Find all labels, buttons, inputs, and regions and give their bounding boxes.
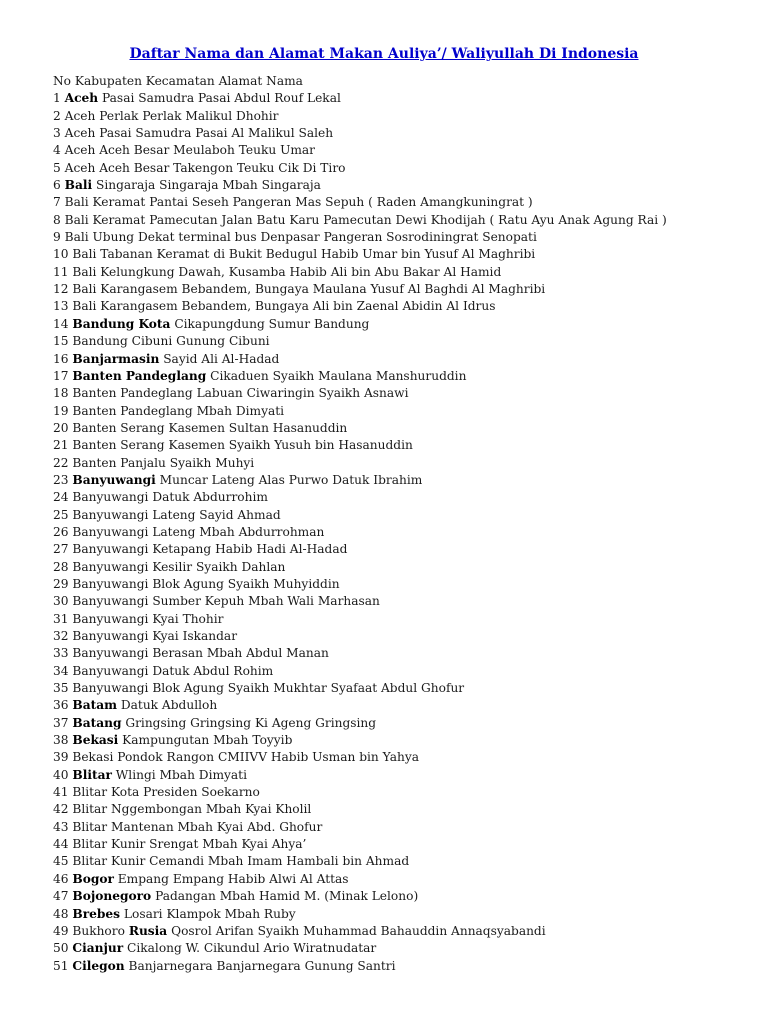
row-number: 43 <box>53 819 69 834</box>
row-details: Banyuwangi Blok Agung Syaikh Muhyiddin <box>72 576 340 591</box>
row-number: 12 <box>53 282 69 297</box>
list-item <box>53 628 753 645</box>
row-number: 22 <box>53 455 69 470</box>
row-number: 46 <box>53 871 69 886</box>
row-details: Muncar Lateng Alas Purwo Datuk Ibrahim <box>159 472 423 487</box>
row-number: 24 <box>53 490 69 505</box>
list-item <box>53 455 753 472</box>
row-number: 8 <box>53 212 61 227</box>
row-number: 32 <box>53 629 69 643</box>
list-item <box>53 593 753 610</box>
list-item <box>53 576 753 593</box>
list-item <box>53 108 753 125</box>
row-details: Blitar Kota Presiden Soekarno <box>72 785 260 800</box>
row-details: Aceh Aceh Besar Meulaboh Teuku Umar <box>64 143 315 158</box>
row-number: 26 <box>53 524 69 539</box>
list-item <box>53 663 753 680</box>
row-number: 11 <box>53 264 69 279</box>
row-number: 15 <box>53 334 69 349</box>
list-item <box>53 888 753 905</box>
row-details: Padangan Mbah Hamid M. (Minak Lelono) <box>155 889 419 904</box>
row-number: 23 <box>53 472 69 487</box>
row-details: Banyuwangi Datuk Abdul Rohim <box>72 663 274 678</box>
row-number: 6 <box>53 178 61 193</box>
document-body <box>53 73 753 975</box>
row-details: Bali Tabanan Keramat di Bukit Bedugul Habib Umar bin Yusuf Al Maghribi <box>72 247 536 262</box>
row-number: 28 <box>53 559 69 574</box>
row-number: 14 <box>53 316 69 331</box>
list-item <box>53 194 753 211</box>
list-item <box>53 298 753 315</box>
list-item <box>53 940 753 957</box>
row-number: 30 <box>53 594 69 609</box>
row-region: Bogor <box>72 871 114 886</box>
rows-list <box>53 90 753 975</box>
row-number: 48 <box>53 906 69 921</box>
row-details: Datuk Abdulloh <box>120 698 218 713</box>
list-item <box>53 645 753 662</box>
row-details: Bali Keramat Pamecutan Jalan Batu Karu Pamecutan Dewi Khodijah ( Ratu Ayu Anak Agung Rai ) <box>64 212 667 227</box>
row-details: Banten Serang Kasemen Syaikh Yusuh bin Hasanuddin <box>72 438 413 453</box>
list-item <box>53 697 753 714</box>
row-number: 37 <box>53 715 69 730</box>
row-details: Banten Pandeglang Labuan Ciwaringin Syaikh Asnawi <box>72 386 409 401</box>
row-details: Banyuwangi Kyai Thohir <box>72 611 224 626</box>
row-details: Bali Kelungkung Dawah, Kusamba Habib Ali bin Abu Bakar Al Hamid <box>72 264 502 279</box>
row-region: Cilegon <box>72 958 125 973</box>
header-row: No Kabupaten Kecamatan Alamat Nama <box>53 74 303 88</box>
row-number: 17 <box>53 368 69 383</box>
row-number: 41 <box>53 785 69 800</box>
list-item <box>53 264 753 281</box>
row-number: 9 <box>53 230 61 245</box>
row-details: Cikaduen Syaikh Maulana Manshuruddin <box>210 368 467 383</box>
list-item <box>53 333 753 350</box>
row-details: Cikapungdung Sumur Bandung <box>174 316 370 331</box>
list-item <box>53 437 753 454</box>
row-number: 47 <box>53 889 69 904</box>
row-region-secondary: Rusia <box>128 923 168 938</box>
list-item <box>53 853 753 870</box>
row-details: Bekasi Pondok Rangon CMIIVV Habib Usman bin Yahya <box>72 750 420 765</box>
row-number: 3 <box>53 126 61 141</box>
list-item <box>53 212 753 229</box>
row-details: Bali Karangasem Bebandem, Bungaya Ali bin Zaenal Abidin Al Idrus <box>72 299 496 314</box>
row-details: Pasai Samudra Pasai Abdul Rouf Lekal <box>102 91 341 106</box>
row-details: Banyuwangi Blok Agung Syaikh Mukhtar Syafaat Abdul Ghofur <box>72 681 465 696</box>
row-details: Aceh Pasai Samudra Pasai Al Malikul Saleh <box>64 126 334 141</box>
row-number: 31 <box>53 611 69 626</box>
row-region: Batam <box>72 698 118 713</box>
row-region: Bekasi <box>72 733 119 748</box>
row-region: Batang <box>72 715 122 730</box>
list-item <box>53 246 753 263</box>
row-number: 7 <box>53 195 61 210</box>
list-item <box>53 351 753 368</box>
list-item <box>53 90 753 107</box>
list-item <box>53 801 753 818</box>
row-number: 21 <box>53 438 69 453</box>
row-number: 16 <box>53 351 69 366</box>
list-item <box>53 489 753 506</box>
row-number: 40 <box>53 767 69 782</box>
row-region: Brebes <box>72 906 121 921</box>
row-region: Banten Pandeglang <box>72 368 207 383</box>
list-item <box>53 923 753 940</box>
row-details: Bali Ubung Dekat terminal bus Denpasar Pangeran Sosrodiningrat Senopati <box>64 230 537 245</box>
row-number: 25 <box>53 507 69 522</box>
row-region: Bandung Kota <box>72 316 171 331</box>
row-number: 33 <box>53 646 69 661</box>
row-details: Bandung Cibuni Gunung Cibuni <box>72 334 270 349</box>
row-number: 42 <box>53 802 69 817</box>
list-item <box>53 281 753 298</box>
row-details: Banten Panjalu Syaikh Muhyi <box>72 455 255 470</box>
row-number: 34 <box>53 663 69 678</box>
row-details: Banyuwangi Lateng Mbah Abdurrohman <box>72 524 325 539</box>
row-region: Bojonegoro <box>72 889 152 904</box>
list-item <box>53 368 753 385</box>
list-item <box>53 871 753 888</box>
row-details: Aceh Perlak Perlak Malikul Dhohir <box>64 108 279 123</box>
row-details: Banten Serang Kasemen Sultan Hasanuddin <box>72 420 348 435</box>
row-details: Wlingi Mbah Dimyati <box>115 767 247 782</box>
list-item <box>53 403 753 420</box>
list-item <box>53 541 753 558</box>
list-item <box>53 177 753 194</box>
row-number: 44 <box>53 837 69 852</box>
row-number: 5 <box>53 160 61 175</box>
row-number: 45 <box>53 854 69 869</box>
row-details: Banyuwangi Sumber Kepuh Mbah Wali Marhasan <box>72 594 380 609</box>
row-details: Banyuwangi Ketapang Habib Hadi Al-Hadad <box>72 542 348 557</box>
list-item <box>53 958 753 975</box>
row-details: Banyuwangi Berasan Mbah Abdul Manan <box>72 646 329 661</box>
row-region: Cianjur <box>72 941 124 956</box>
list-item <box>53 142 753 159</box>
row-details: Losari Klampok Mbah Ruby <box>123 906 296 921</box>
document-title[interactable]: Daftar Nama dan Alamat Makan Auliya’/ Waliyullah Di Indonesia <box>129 46 639 62</box>
row-number: 13 <box>53 299 69 314</box>
row-region: Banyuwangi <box>72 472 156 487</box>
list-item <box>53 524 753 541</box>
row-details: Banyuwangi Kesilir Syaikh Dahlan <box>72 559 286 574</box>
row-details: Bali Karangasem Bebandem, Bungaya Maulana Yusuf Al Baghdi Al Maghribi <box>72 282 546 297</box>
row-number: 19 <box>53 403 69 418</box>
list-item <box>53 611 753 628</box>
row-details: Bukhoro <box>72 923 125 938</box>
row-details: Banyuwangi Kyai Iskandar <box>72 629 238 643</box>
row-details: Blitar Mantenan Mbah Kyai Abd. Ghofur <box>72 819 323 834</box>
list-item <box>53 559 753 576</box>
list-item <box>53 732 753 749</box>
row-details: Blitar Kunir Srengat Mbah Kyai Ahya’ <box>72 837 307 852</box>
row-number: 49 <box>53 923 69 938</box>
list-item <box>53 160 753 177</box>
list-item <box>53 836 753 853</box>
row-details: Bali Keramat Pantai Seseh Pangeran Mas Sepuh ( Raden Amangkuningrat ) <box>64 195 533 210</box>
row-details: Banjarnegara Banjarnegara Gunung Santri <box>128 958 396 973</box>
row-region: Banjarmasin <box>72 351 160 366</box>
row-number: 4 <box>53 143 61 158</box>
row-number: 10 <box>53 247 69 262</box>
row-details: Banyuwangi Lateng Sayid Ahmad <box>72 507 281 522</box>
row-details: Singaraja Singaraja Mbah Singaraja <box>95 178 321 193</box>
list-item <box>53 385 753 402</box>
row-region: Blitar <box>72 767 112 782</box>
list-item <box>53 680 753 697</box>
row-number: 39 <box>53 750 69 765</box>
list-item <box>53 819 753 836</box>
row-number: 20 <box>53 420 69 435</box>
row-details: Gringsing Gringsing Ki Ageng Gringsing <box>125 715 377 730</box>
list-item <box>53 749 753 766</box>
row-details: Banten Pandeglang Mbah Dimyati <box>72 403 285 418</box>
row-number: 35 <box>53 681 69 696</box>
row-number: 2 <box>53 108 61 123</box>
list-item <box>53 906 753 923</box>
row-number: 29 <box>53 576 69 591</box>
row-details: Kampungutan Mbah Toyyib <box>122 733 293 748</box>
row-details: Banyuwangi Datuk Abdurrohim <box>72 490 268 505</box>
list-item <box>53 507 753 524</box>
row-details: Blitar Nggembongan Mbah Kyai Kholil <box>72 802 312 817</box>
row-number: 18 <box>53 386 69 401</box>
row-details: Blitar Kunir Cemandi Mbah Imam Hambali bin Ahmad <box>72 854 410 869</box>
row-number: 36 <box>53 698 69 713</box>
list-item <box>53 715 753 732</box>
list-item <box>53 420 753 437</box>
row-number: 50 <box>53 941 69 956</box>
row-details-secondary: Qosrol Arifan Syaikh Muhammad Bahauddin Annaqsyabandi <box>171 923 546 938</box>
row-number: 1 <box>53 91 61 106</box>
list-item <box>53 472 753 489</box>
row-region: Aceh <box>64 91 99 106</box>
row-number: 27 <box>53 542 69 557</box>
row-details: Sayid Ali Al-Hadad <box>163 351 280 366</box>
row-number: 51 <box>53 958 69 973</box>
row-number: 38 <box>53 733 69 748</box>
row-details: Aceh Aceh Besar Takengon Teuku Cik Di Tiro <box>64 160 346 175</box>
row-details: Cikalong W. Cikundul Ario Wiratnudatar <box>127 941 377 956</box>
list-item <box>53 125 753 142</box>
list-item <box>53 767 753 784</box>
row-details: Empang Empang Habib Alwi Al Attas <box>117 871 349 886</box>
list-item <box>53 784 753 801</box>
list-item <box>53 316 753 333</box>
list-item <box>53 229 753 246</box>
row-region: Bali <box>64 178 93 193</box>
